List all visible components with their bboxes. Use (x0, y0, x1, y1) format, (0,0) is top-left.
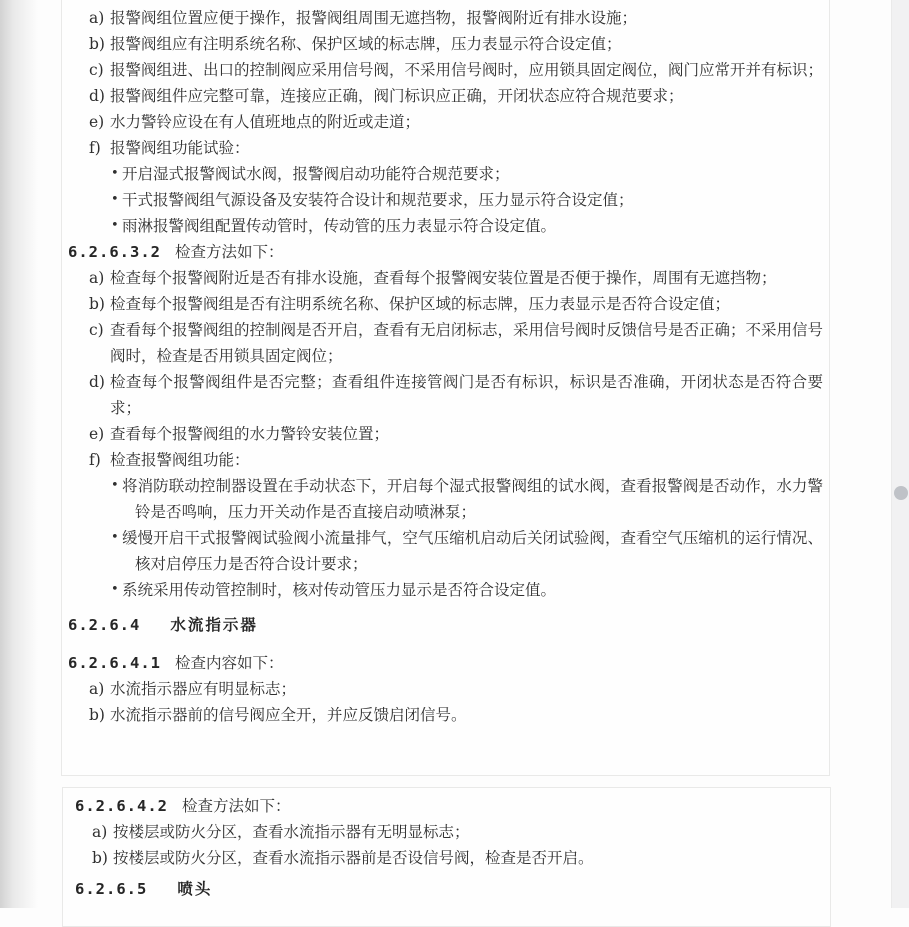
bullet-item (111, 473, 823, 525)
list-item (89, 421, 823, 447)
bullet-text: 缓慢开启干式报警阀试验阀小流量排气，空气压缩机启动后关闭试验阀，查看空气压缩机的运行情况、核对启停压力是否符合设计要求； (122, 529, 823, 573)
list-item (89, 317, 823, 369)
item-text: 报警阀组位置应便于操作，报警阀组周围无遮挡物，报警阀附近有排水设施； (110, 9, 638, 27)
document-page-1 (61, 0, 830, 776)
item-text: 检查每个报警阀组件是否完整；查看组件连接管阀门是否有标识，标识是否准确，开闭状态是否符合要求； (110, 373, 823, 417)
bullet-item (111, 187, 823, 213)
item-label: b) (92, 849, 108, 867)
list-item (89, 447, 823, 473)
bullet-text: 雨淋报警阀组配置传动管时，传动管的压力表显示符合设定值。 (122, 217, 557, 235)
item-text: 报警阀组功能试验： (110, 139, 250, 157)
heading-6-2-6-4 (68, 612, 823, 638)
bullet-item (111, 577, 823, 603)
item-label: d) (89, 87, 105, 105)
item-label: e) (89, 113, 105, 131)
clause-number: 6.2.6.3.2 (68, 243, 161, 261)
heading-number: 6.2.6.4 (68, 616, 141, 634)
bullet-item (111, 213, 823, 239)
item-text: 检查报警阀组功能： (110, 451, 250, 469)
bullet-dot-icon: • (111, 218, 119, 233)
list-item (89, 109, 823, 135)
item-text: 检查每个报警阀附近是否有排水设施，查看每个报警阀安装位置是否便于操作，周围有无遮挡物； (110, 269, 777, 287)
bullet-text: 将消防联动控制器设置在手动状态下，开启每个湿式报警阀组的试水阀，查看报警阀是否动作，水力警铃是否鸣响，压力开关动作是否直接启动喷淋泵； (122, 477, 823, 521)
item-label: a) (89, 269, 105, 287)
list-item (89, 5, 823, 31)
list-item (89, 702, 823, 728)
list-item (89, 291, 823, 317)
heading-title: 喷头 (177, 880, 213, 898)
item-label: b) (89, 295, 105, 313)
item-label: a) (92, 823, 108, 841)
heading-number: 6.2.6.5 (75, 880, 148, 898)
list-item (89, 265, 823, 291)
item-label: a) (89, 9, 105, 27)
item-text: 报警阀组件应完整可靠，连接应正确，阀门标识应正确，开闭状态应符合规范要求； (110, 87, 684, 105)
bullet-text: 系统采用传动管控制时，核对传动管压力显示是否符合设定值。 (122, 581, 557, 599)
document-page-2 (62, 787, 831, 927)
clause-text: 检查内容如下： (175, 654, 284, 672)
bullet-item (111, 161, 823, 187)
list-item (92, 819, 824, 845)
item-label: c) (89, 61, 104, 79)
item-text: 按楼层或防火分区，查看水流指示器前是否设信号阀，检查是否开启。 (113, 849, 594, 867)
item-text: 报警阀组应有注明系统名称、保护区域的标志牌，压力表显示符合设定值； (110, 35, 622, 53)
heading-6-2-6-5 (75, 876, 824, 902)
item-text: 检查每个报警阀组是否有注明系统名称、保护区域的标志牌，压力表显示是否符合设定值； (110, 295, 731, 313)
item-text: 水力警铃应设在有人值班地点的附近或走道； (110, 113, 421, 131)
left-edge-shadow (0, 0, 38, 908)
item-label: c) (89, 321, 104, 339)
item-label: d) (89, 373, 105, 391)
clause-text: 检查方法如下： (182, 797, 291, 815)
clause-6-2-6-4-2 (75, 793, 824, 819)
bullet-dot-icon: • (111, 166, 119, 181)
item-text: 水流指示器应有明显标志； (110, 680, 297, 698)
item-label: e) (89, 425, 105, 443)
clause-6-2-6-3-2 (68, 239, 823, 265)
item-text: 按楼层或防火分区，查看水流指示器有无明显标志； (113, 823, 470, 841)
clause-6-2-6-4-1 (68, 650, 823, 676)
list-item (89, 31, 823, 57)
item-label: f) (89, 139, 101, 157)
bullet-item (111, 525, 823, 577)
item-text: 水流指示器前的信号阀应全开，并应反馈启闭信号。 (110, 706, 467, 724)
bullet-text: 干式报警阀组气源设备及安装符合设计和规范要求，压力显示符合设定值； (122, 191, 634, 209)
list-item (89, 676, 823, 702)
item-label: a) (89, 680, 105, 698)
item-text: 查看每个报警阀组的控制阀是否开启，查看有无启闭标志，采用信号阀时反馈信号是否正确；不采用信号阀时，检查是否用锁具固定阀位； (110, 321, 824, 365)
bullet-dot-icon: • (111, 530, 119, 545)
clause-number: 6.2.6.4.2 (75, 797, 168, 815)
scrollbar[interactable] (891, 0, 909, 908)
item-text: 报警阀组进、出口的控制阀应采用信号阀，不采用信号阀时，应用锁具固定阀位，阀门应常开并有标识； (110, 61, 824, 79)
bullet-text: 开启湿式报警阀试水阀，报警阀启动功能符合规范要求； (122, 165, 510, 183)
clause-number: 6.2.6.4.1 (68, 654, 161, 672)
bullet-dot-icon: • (111, 478, 119, 493)
list-item (89, 369, 823, 421)
scrollbar-thumb[interactable] (894, 486, 908, 500)
item-text: 查看每个报警阀组的水力警铃安装位置； (110, 425, 390, 443)
item-label: b) (89, 706, 105, 724)
heading-title: 水流指示器 (170, 616, 258, 634)
bullet-dot-icon: • (111, 582, 119, 597)
item-label: f) (89, 451, 101, 469)
list-item (89, 57, 823, 83)
list-item (89, 135, 823, 161)
list-item (92, 845, 824, 871)
clause-text: 检查方法如下： (175, 243, 284, 261)
bullet-dot-icon: • (111, 192, 119, 207)
item-label: b) (89, 35, 105, 53)
list-item (89, 83, 823, 109)
